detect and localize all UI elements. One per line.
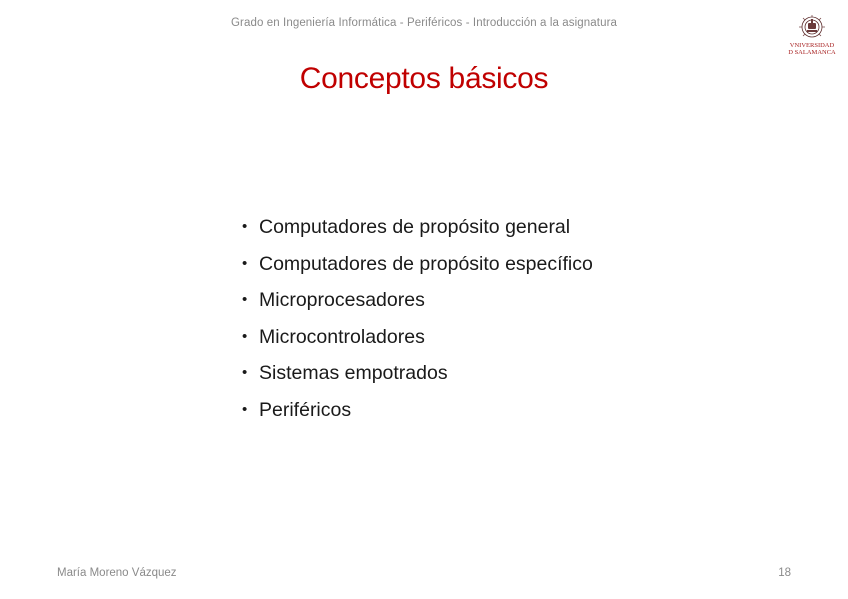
bullet-item	[242, 358, 593, 395]
logo-text-line1: VNIVERSIDAD	[789, 42, 835, 49]
footer-author: María Moreno Vázquez	[57, 567, 177, 579]
bullet-text: Microprocesadores	[259, 289, 425, 312]
bullet-text: Periféricos	[259, 398, 352, 421]
bullet-icon: •	[242, 218, 248, 235]
slide-title: Conceptos básicos	[299, 62, 549, 95]
university-logo	[786, 14, 838, 58]
bullet-icon: •	[242, 327, 248, 345]
bullet-item	[242, 322, 593, 359]
bullet-item	[242, 395, 593, 432]
bullet-text: Microcontroladores	[259, 325, 425, 348]
bullet-icon: •	[242, 364, 248, 382]
bullet-text: Computadores de propósito específico	[259, 252, 593, 275]
slide-header: Grado en Ingeniería Informática - Periféricos - Introducción a la asignatura	[230, 17, 617, 29]
bullet-icon: •	[242, 400, 248, 418]
page-number: 18	[778, 567, 791, 579]
bullet-list	[242, 212, 593, 432]
university-seal-icon	[786, 14, 838, 42]
bullet-item	[242, 285, 593, 322]
bullet-item	[242, 212, 593, 249]
bullet-text: Computadores de propósito general	[259, 216, 571, 238]
bullet-icon: •	[242, 291, 248, 309]
bullet-text: Sistemas empotrados	[259, 362, 448, 385]
bullet-icon: •	[242, 254, 248, 272]
logo-text-line2: D SALAMANCA	[788, 49, 836, 56]
bullet-item	[242, 249, 593, 286]
